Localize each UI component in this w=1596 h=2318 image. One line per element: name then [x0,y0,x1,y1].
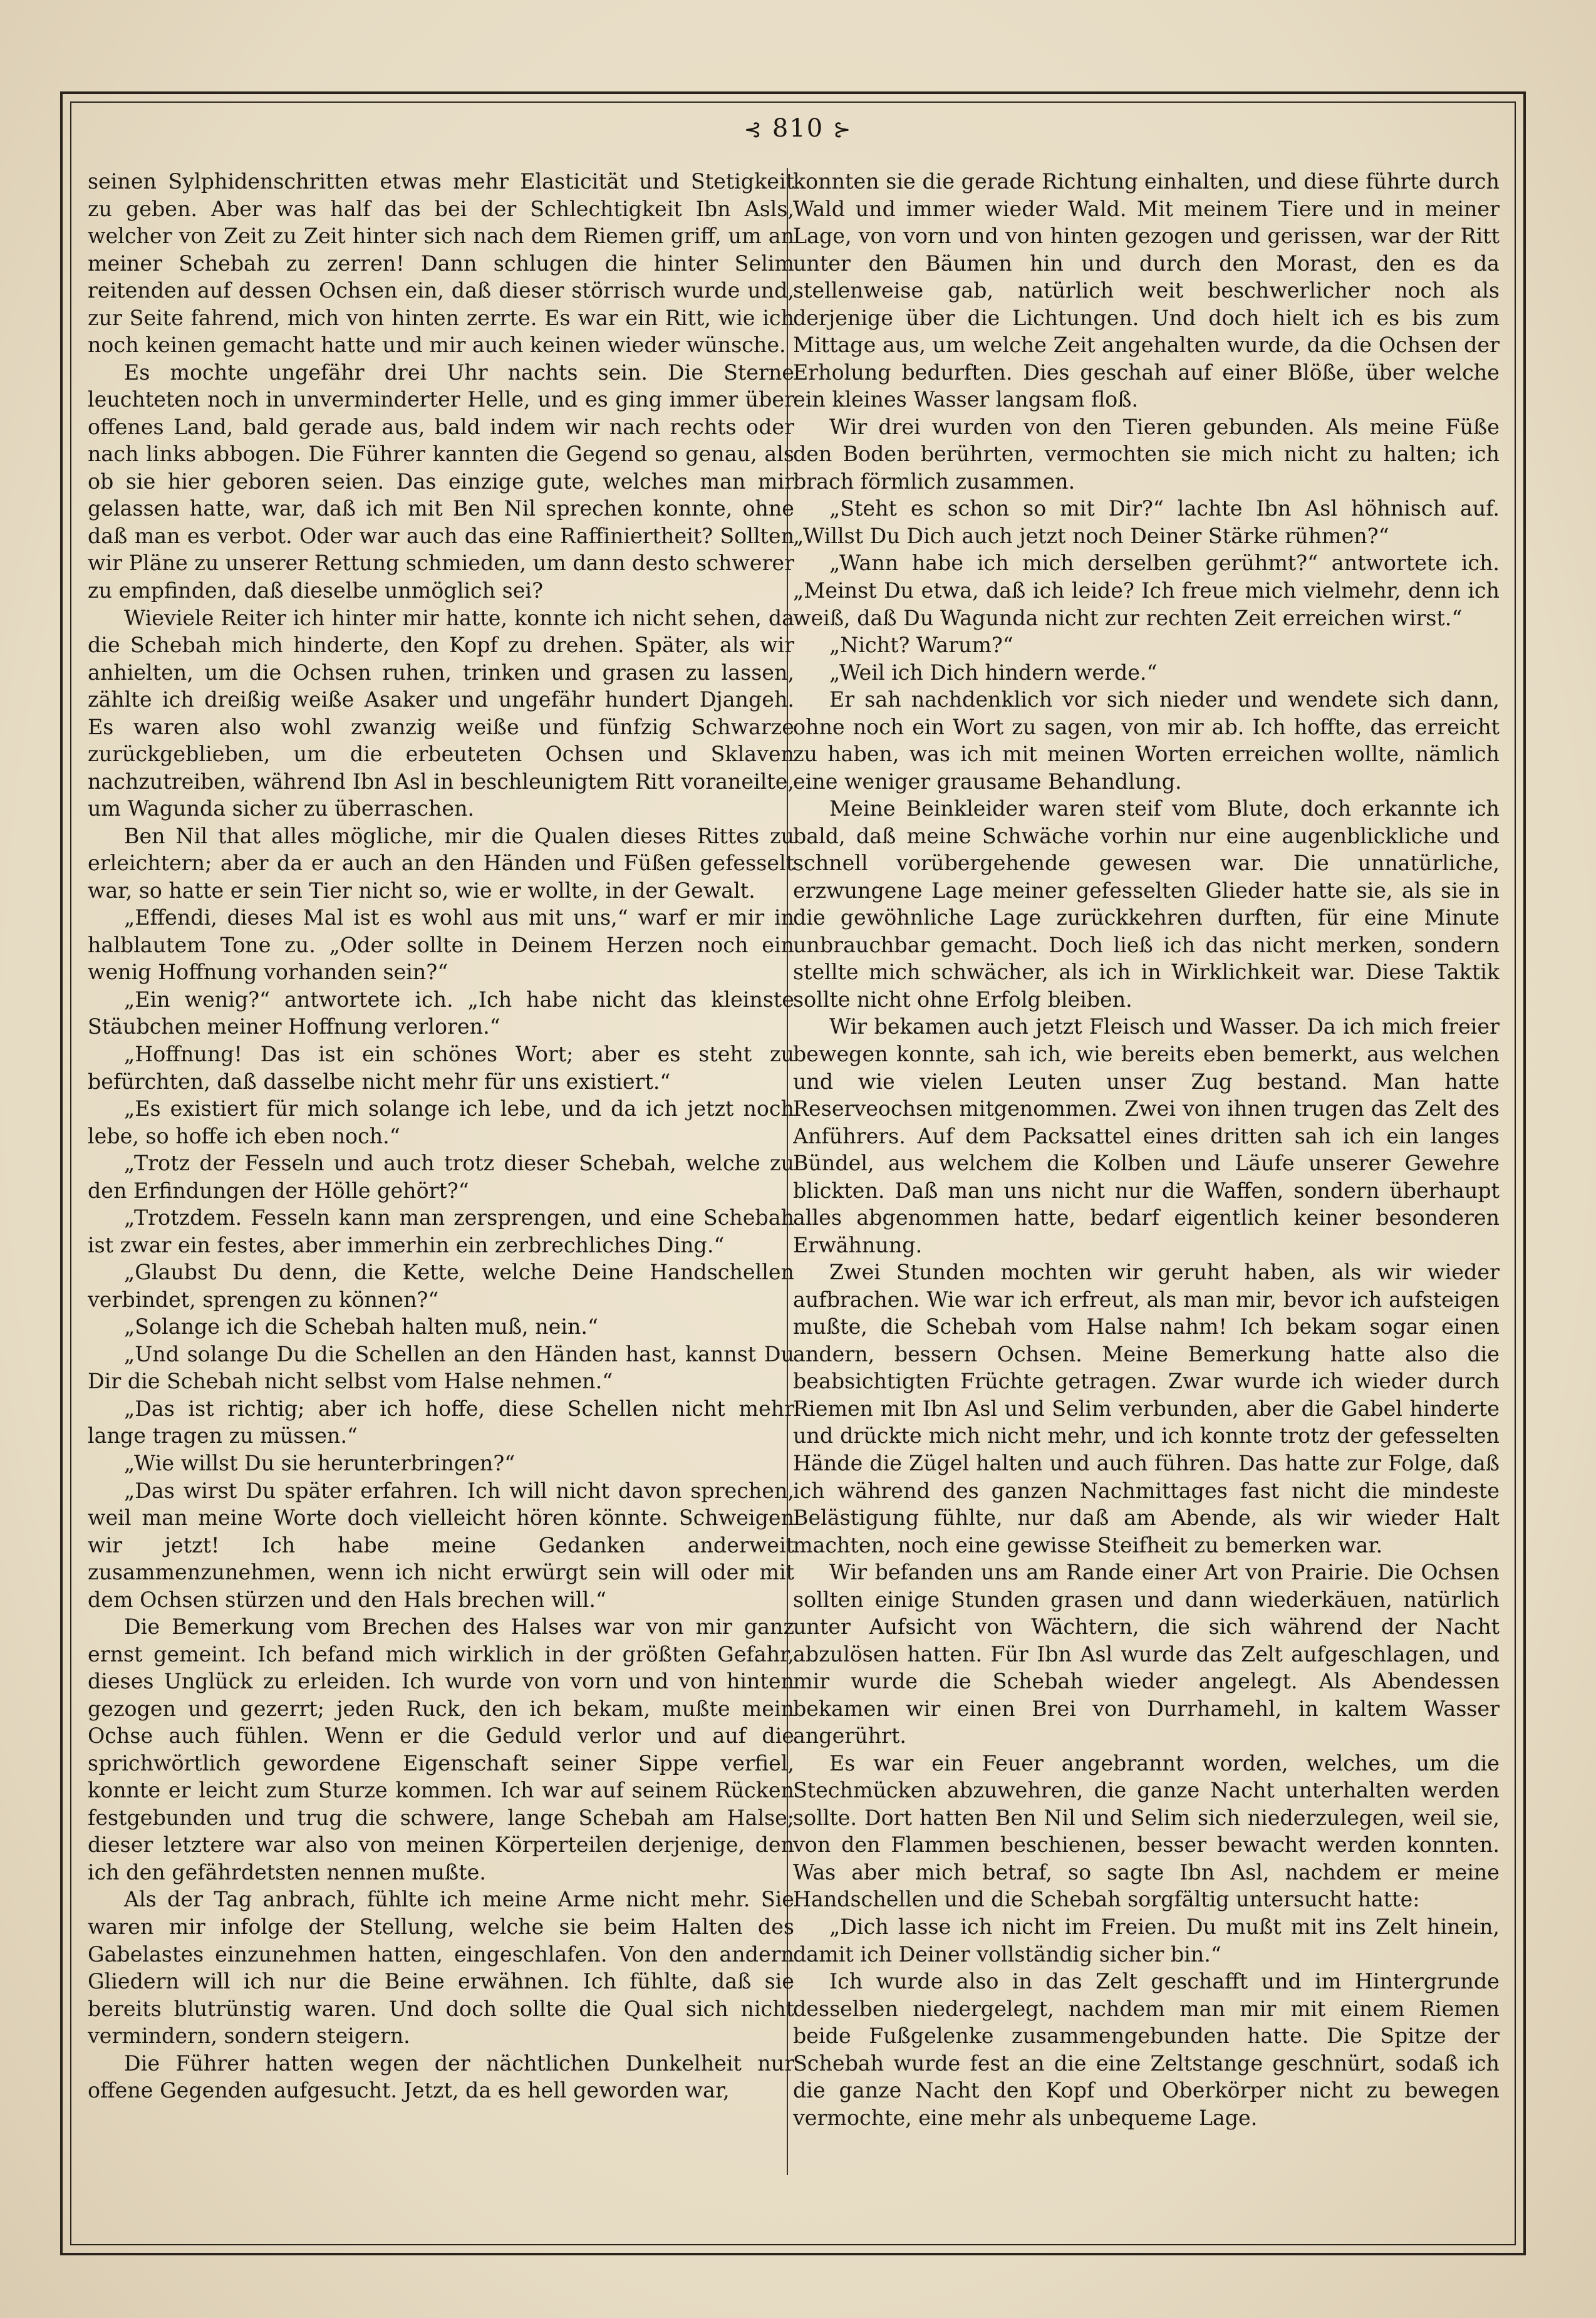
paragraph: „Und solange Du die Schellen an den Händen hast, kannst Du Dir die Schebah nicht selbst vom Halse nehmen.“ [88,1341,794,1394]
paragraph: „Hoffnung! Das ist ein schönes Wort; aber es steht zu befürchten, daß dasselbe nicht mehr für uns existiert.“ [88,1042,794,1094]
paragraph: „Effendi, dieses Mal ist es wohl aus mit uns,“ warf er mir in halblautem Tone zu. „Oder sollte in Deinem Herzen noch ein wenig Hoffnung vorhanden sein?“ [88,905,794,985]
paragraph: Ben Nil that alles mögliche, mir die Qualen dieses Rittes zu erleichtern; aber da er auch an den Händen und Füßen gefesselt war, so hatte er sein Tier nicht so, wie er wollte, in der Gewalt. [88,823,794,903]
paragraph: „Weil ich Dich hindern werde.“ [829,660,1158,685]
right-text-column [793,168,1500,2173]
paragraph: „Das wirst Du später erfahren. Ich will nicht davon sprechen, weil man meine Worte doch vielleicht hören könnte. Schweigen wir jetzt! Ich habe meine Gedanken anderweit zusammenzunehmen, wenn ich nicht erwürgt sein will oder mit dem Ochsen stürzen und den Hals brechen will.“ [88,1478,794,1612]
right-ornament-icon: ⊱ [832,117,852,142]
paragraph: „Wann habe ich mich derselben gerühmt?“ antwortete ich. „Meinst Du etwa, daß ich leide? Ich freue mich vielmehr, denn ich weiß, daß Du Wagunda nicht zur rechten Zeit erreichen wirst.“ [793,551,1500,630]
paragraph: Wieviele Reiter ich hinter mir hatte, konnte ich nicht sehen, da die Schebah mich hinderte, den Kopf zu drehen. Später, als wir anhielten, um die Ochsen ruhen, trinken und grasen zu lassen, zählte ich dreißig weiße Asaker und ungefähr hundert Djangeh. Es waren also wohl zwanzig weiße und fünfzig Schwarze zurückgeblieben, um die erbeuteten Ochsen und Sklaven nachzutreiben, während Ibn Asl in beschleunigtem Ritt voraneilte, um Wagunda sicher zu überraschen. [88,605,794,821]
paragraph: seinen Sylphidenschritten etwas mehr Elasticität und Stetigkeit zu geben. Aber was half das bei der Schlechtigkeit Ibn Asls, welcher von Zeit zu Zeit hinter sich nach dem Riemen griff, um an meiner Schebah zu zerren! Dann schlugen die hinter Selim reitenden auf dessen Ochsen ein, daß dieser störrisch wurde und, zur Seite fahrend, mich von hinten zerrte. Es war ein Ritt, wie ich noch keinen gemacht hatte und mir auch keinen wieder wünsche. [88,169,794,358]
paragraph: „Trotz der Fesseln und auch trotz dieser Schebah, welche zu den Erfindungen der Hölle gehört?“ [88,1151,794,1203]
paragraph: Es mochte ungefähr drei Uhr nachts sein. Die Sterne leuchteten noch in unverminderter Helle, und es ging immer über offenes Land, bald gerade aus, bald indem wir nach rechts oder nach links abbogen. Die Führer kannten die Gegend so genau, als ob sie hier geboren seien. Das einzige gute, welches man mir gelassen hatte, war, daß ich mit Ben Nil sprechen konnte, ohne daß man es verbot. Oder war auch das eine Raffiniertheit? Sollten wir Pläne zu unserer Rettung schmieden, um dann desto schwerer zu empfinden, daß dieselbe unmöglich sei? [88,360,794,603]
paragraph: Zwei Stunden mochten wir geruht haben, als wir wieder aufbrachen. Wie war ich erfreut, als man mir, bevor ich aufsteigen mußte, die Schebah vom Halse nahm! Ich bekam sogar einen andern, bessern Ochsen. Meine Bemerkung hatte also die beabsichtigten Früchte getragen. Zwar wurde ich wieder durch Riemen mit Ibn Asl und Selim verbunden, aber die Gabel hinderte und drückte mich nicht mehr, und ich konnte trotz der gefesselten Hände die Zügel halten und auch führen. Das hatte zur Folge, daß ich während des ganzen Nachmittages fast nicht die mindeste Belästigung fühlte, nur daß am Abende, als wir wieder Halt machten, noch eine gewisse Steifheit zu bemerken war. [793,1260,1500,1557]
paragraph: „Dich lasse ich nicht im Freien. Du mußt mit ins Zelt hinein, damit ich Deiner vollständig sicher bin.“ [793,1915,1500,1967]
paragraph: Die Führer hatten wegen der nächtlichen Dunkelheit nur offene Gegenden aufgesucht. Jetzt, da es hell geworden war, [88,2050,794,2103]
paragraph: Ich wurde also in das Zelt geschafft und im Hintergrunde desselben niedergelegt, nachdem man mir mit einem Riemen beide Fußgelenke zusammengebunden hatte. Die Spitze der Schebah wurde fest an die eine Zeltstange geschnürt, sodaß ich die ganze Nacht den Kopf und Oberkörper nicht zu bewegen vermochte, eine mehr als unbequeme Lage. [793,1969,1500,2130]
paragraph: „Das ist richtig; aber ich hoffe, diese Schellen nicht mehr lange tragen zu müssen.“ [88,1396,794,1448]
paragraph: „Wie willst Du sie herunterbringen?“ [124,1450,516,1475]
paragraph: „Solange ich die Schebah halten muß, nein.“ [124,1314,599,1339]
paragraph: „Nicht? Warum?“ [829,633,1013,658]
paragraph: Als der Tag anbrach, fühlte ich meine Arme nicht mehr. Sie waren mir infolge der Stellung, welche sie beim Halten des Gabelastes einzunehmen hatten, eingeschlafen. Von den andern Gliedern will ich nur die Beine erwähnen. Ich fühlte, daß sie bereits blutrünstig waren. Und doch sollte die Qual sich nicht vermindern, sondern steigern. [88,1887,794,2049]
paragraph: Meine Beinkleider waren steif vom Blute, doch erkannte ich bald, daß meine Schwäche vorhin nur eine augenblickliche und schnell vorübergehende gewesen war. Die unnatürliche, erzwungene Lage meiner gefesselten Glieder hatte sie, als sie in die gewöhnliche Lage zurückkehren durften, für eine Minute unbrauchbar gemacht. Doch ließ ich das nicht merken, sondern stellte mich schwächer, als ich in Wirklichkeit war. Diese Taktik sollte nicht ohne Erfolg bleiben. [793,796,1500,1012]
paragraph: „Ein wenig?“ antwortete ich. „Ich habe nicht das kleinste Stäubchen meiner Hoffnung verloren.“ [88,987,794,1039]
paragraph: Wir drei wurden von den Tieren gebunden. Als meine Füße den Boden berührten, vermochten sie mich nicht zu halten; ich brach förmlich zusammen. [793,414,1500,494]
page-header [0,114,1596,143]
paragraph: konnten sie die gerade Richtung einhalten, und diese führte durch Wald und immer wieder Wald. Mit meinem Tiere und in meiner Lage, von vorn und von hinten gezogen und gerissen, war der Ritt unter den Bäumen hin und durch den Morast, den es da stellenweise gab, natürlich weit beschwerlicher noch als derjenige über die Lichtungen. Und doch hielt ich es bis zum Mittage aus, um welche Zeit angehalten wurde, da die Ochsen der Erholung bedurften. Dies geschah auf einer Blöße, über welche ein kleines Wasser langsam floß. [793,169,1500,412]
left-ornament-icon: ⊰ [744,117,764,142]
paragraph: „Trotzdem. Fesseln kann man zersprengen, und eine Schebah ist zwar ein festes, aber immerhin ein zerbrechliches Ding.“ [88,1205,794,1257]
paragraph: Es war ein Feuer angebrannt worden, welches, um die Stechmücken abzuwehren, die ganze Nacht unterhalten werden sollte. Dort hatten Ben Nil und Selim sich niederzulegen, weil sie, von den Flammen beschienen, besser bewacht werden konnten. Was aber mich betraf, so sagte Ibn Asl, nachdem er meine Handschellen und die Schebah sorgfältig untersucht hatte: [793,1750,1500,1912]
paragraph: Wir befanden uns am Rande einer Art von Prairie. Die Ochsen sollten einige Stunden grasen und dann wiederkäuen, natürlich unter Aufsicht von Wächtern, die sich während der Nacht abzulösen hatten. Für Ibn Asl wurde das Zelt aufgeschlagen, und mir wurde die Schebah wieder angelegt. Als Abendessen bekamen wir einen Brei von Durrhamehl, in kaltem Wasser angerührt. [793,1560,1500,1749]
paragraph: „Es existiert für mich solange ich lebe, und da ich jetzt noch lebe, so hoffe ich eben noch.“ [88,1096,794,1148]
paragraph: „Glaubst Du denn, die Kette, welche Deine Handschellen verbindet, sprengen zu können?“ [88,1260,794,1312]
paragraph: „Steht es schon so mit Dir?“ lachte Ibn Asl höhnisch auf. „Willst Du Dich auch jetzt noch Deiner Stärke rühmen?“ [793,496,1500,548]
page-number: 810 [772,114,824,143]
paragraph: Die Bemerkung vom Brechen des Halses war von mir ganz ernst gemeint. Ich befand mich wirklich in der größten Gefahr, dieses Unglück zu erleiden. Ich wurde von vorn und von hinten gezogen und gezerrt; jeden Ruck, den ich bekam, mußte mein Ochse auch fühlen. Wenn er die Geduld verlor und auf die sprichwörtlich gewordene Eigenschaft seiner Sippe verfiel, konnte er leicht zum Sturze kommen. Ich war auf seinem Rücken festgebunden und trug die schwere, lange Schebah am Halse; dieser letztere war also von meinen Körperteilen derjenige, den ich den gefährdetsten nennen mußte. [88,1614,794,1884]
left-text-column [88,168,794,2173]
paragraph: Er sah nachdenklich vor sich nieder und wendete sich dann, ohne noch ein Wort zu sagen, von mir ab. Ich hoffte, das erreicht zu haben, was ich mit meinen Worten erreichen wollte, nämlich eine weniger grausame Behandlung. [793,687,1500,794]
paragraph: Wir bekamen auch jetzt Fleisch und Wasser. Da ich mich freier bewegen konnte, sah ich, wie bereits eben bemerkt, aus welchen und wie vielen Leuten unser Zug bestand. Man hatte Reserveochsen mitgenommen. Zwei von ihnen trugen das Zelt des Anführers. Auf dem Packsattel eines dritten sah ich ein langes Bündel, aus welchem die Kolben und Läufe unserer Gewehre blickten. Daß man uns nicht nur die Waffen, sondern überhaupt alles abgenommen hatte, bedarf eigentlich keiner besonderen Erwähnung. [793,1014,1500,1257]
